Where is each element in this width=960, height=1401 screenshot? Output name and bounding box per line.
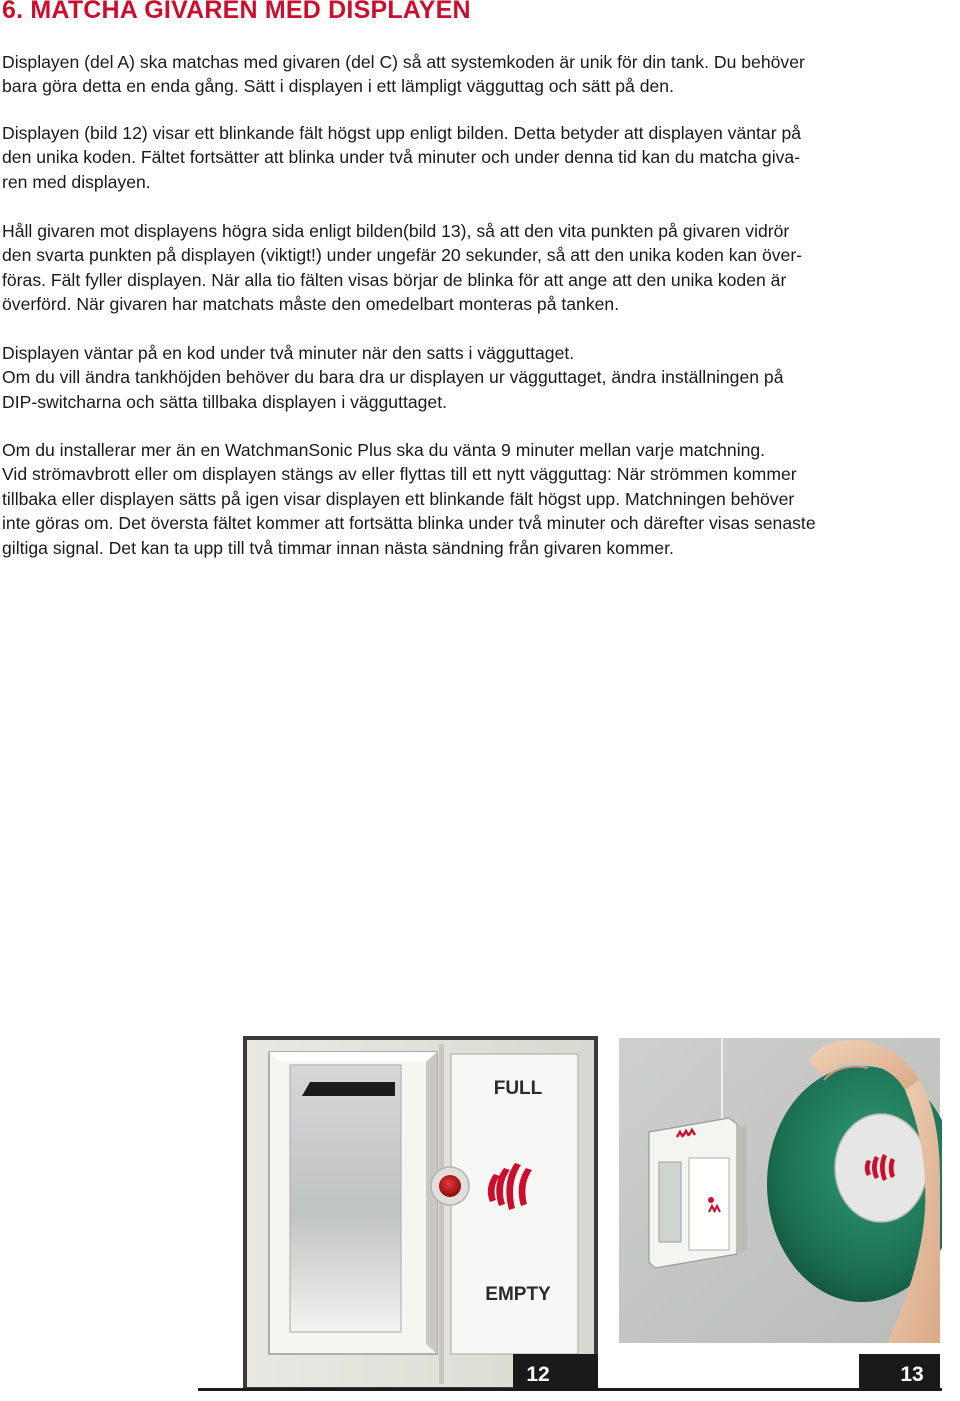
display-illustration bbox=[198, 1032, 601, 1394]
text-line: den svarta punkten på displayen (viktigt!) under ungefär 20 sekunder, så att den unika koden kan över- bbox=[2, 245, 803, 266]
figure-number: 13 bbox=[900, 1363, 924, 1386]
text-line: föras. Fält fyller displayen. När alla tio fälten visas börjar de blinka för att ange att den unika koden är bbox=[2, 269, 787, 290]
empty-label: EMPTY bbox=[485, 1284, 551, 1305]
text-line: bara göra detta en enda gång. Sätt i displayen i ett lämpligt vägguttag och sätt på den. bbox=[2, 76, 674, 97]
match-point-led-icon bbox=[439, 1175, 461, 1197]
figure-12-display bbox=[198, 1032, 601, 1394]
text-line: giltiga signal. Det kan ta upp till två timmar innan nästa sändning från givaren kommer. bbox=[2, 537, 674, 558]
paragraph-intro bbox=[2, 50, 947, 99]
level-screen bbox=[290, 1065, 401, 1332]
text-line: Displayen (del A) ska matchas med givaren (del C) så att systemkoden är unik för din tank. Du behöver bbox=[2, 52, 805, 72]
figure-13-matching bbox=[619, 1032, 942, 1394]
small-level-screen bbox=[659, 1162, 681, 1242]
paragraph-blinking-field bbox=[2, 121, 947, 194]
text-line: DIP-switcharna och sätta tillbaka displayen i vägguttaget. bbox=[2, 391, 447, 412]
text-line: överförd. När givaren har matchats måste den omedelbart monteras på tanken. bbox=[2, 294, 620, 315]
paragraph-waiting-code bbox=[2, 341, 947, 414]
paragraph-multiple-units bbox=[2, 438, 947, 560]
full-label: FULL bbox=[493, 1078, 543, 1099]
text-line: tillbaka eller displayen sätts på igen visar displayen ett blinkande fält högst upp. Matchningen behöver bbox=[2, 488, 795, 509]
text-line: Håll givaren mot displayens högra sida enligt bilden(bild 13), så att den vita punkten på givaren vidrör bbox=[2, 221, 790, 241]
text-line: Displayen väntar på en kod under två minuter när den satts i vägguttaget. bbox=[2, 343, 575, 363]
matching-illustration bbox=[619, 1032, 942, 1394]
text-line: Displayen (bild 12) visar ett blinkande fält högst upp enligt bilden. Detta betyder att displayen väntar på bbox=[2, 123, 802, 143]
paragraph-hold-sensor bbox=[2, 219, 947, 317]
figure-baseline-rule bbox=[198, 1388, 942, 1391]
text-line: Om du vill ändra tankhöjden behöver du bara dra ur displayen ur vägguttaget, ändra inställningen på bbox=[2, 367, 784, 388]
text-line: inte göras om. Det översta fältet kommer att fortsätta blinka under två minuter och därefter visas senaste bbox=[2, 513, 816, 534]
figures-row bbox=[198, 1032, 942, 1394]
label-panel bbox=[451, 1054, 578, 1354]
text-line: ren med displayen. bbox=[2, 171, 151, 192]
text-line: den unika koden. Fältet fortsätter att blinka under två minuter och under denna tid kan du matcha giva- bbox=[2, 147, 801, 168]
text-line: Om du installerar mer än en WatchmanSonic Plus ska du vänta 9 minuter mellan varje matchning. bbox=[2, 440, 766, 460]
section-heading: 6. MATCHA GIVAREN MED DISPLAYEN bbox=[2, 0, 471, 24]
text-line: Vid strömavbrott eller om displayen stängs av eller flyttas till ett nytt vägguttag: När strömmen kommer bbox=[2, 464, 797, 485]
blinking-top-field bbox=[302, 1082, 395, 1096]
figure-number: 12 bbox=[526, 1363, 550, 1386]
